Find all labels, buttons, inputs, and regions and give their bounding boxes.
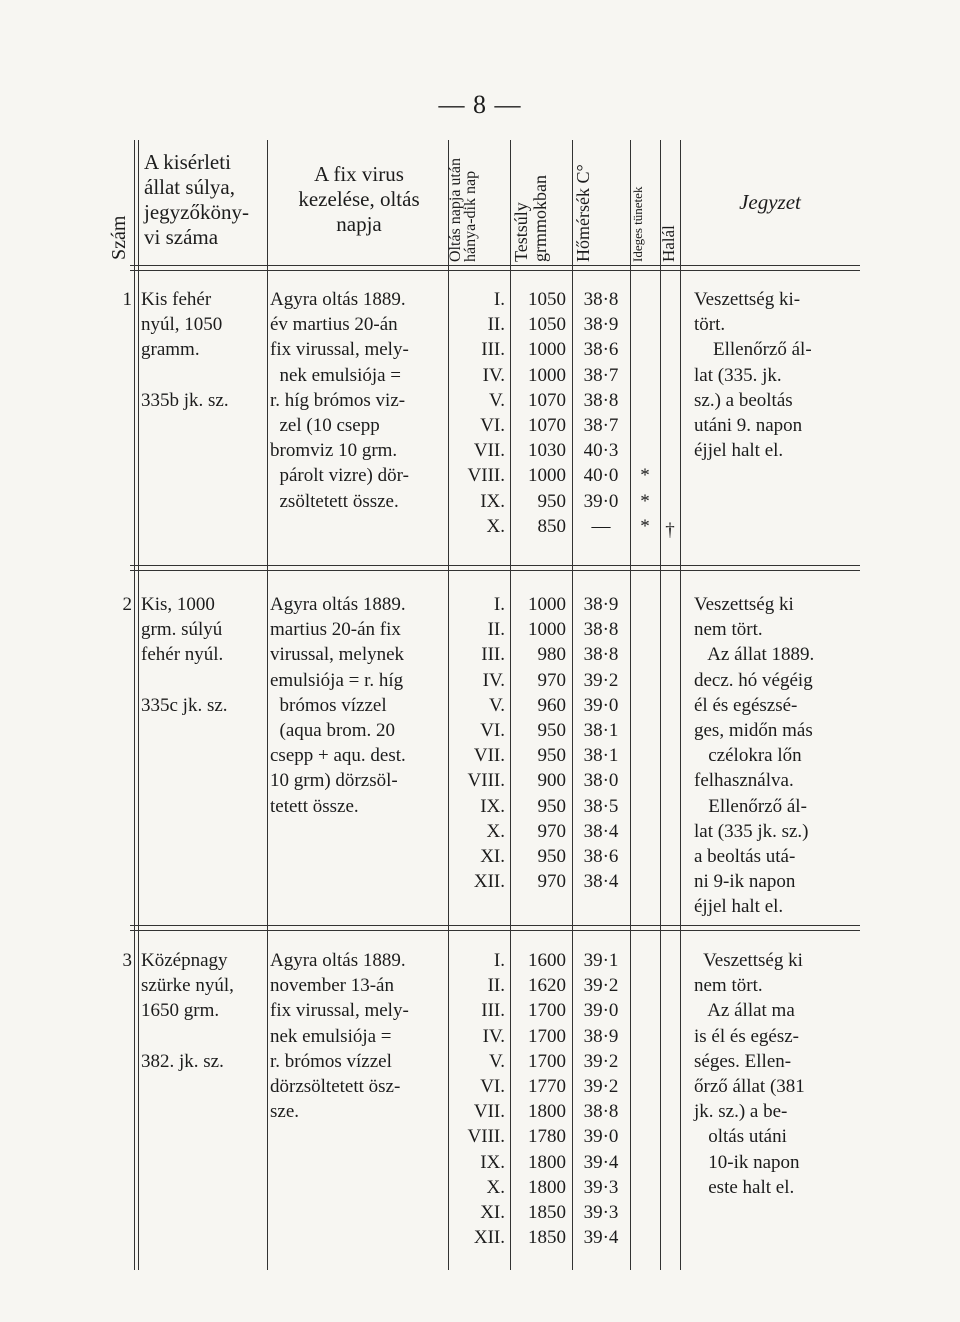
header-allat: A kisérleti állat súlya, jegyzőköny- vi száma — [144, 150, 249, 249]
header-szam: Szám — [108, 215, 130, 260]
temperature-cell: 38·9 38·8 38·8 39·2 39·0 38·1 38·1 38·0 38·5 38·4 38·6 38·4 — [583, 594, 619, 893]
row-number: 2 — [122, 594, 132, 615]
header-testsuly: Testsúly grmmokban — [511, 175, 550, 262]
note-cell: Veszettség ki- tört. Ellenőrző ál- lat (335. jk. sz.) a beoltás utáni 9. napon éjjel halt el. — [694, 289, 812, 462]
nervous-symptoms-cell: * * * — [640, 465, 650, 537]
column-rule — [680, 140, 681, 1270]
treatment-cell: Agyra oltás 1889. martius 20-án fix virussal, melynek emulsiója = r. híg brómos vízzel (aqua brom. 20 csepp + aqu. dest. 10 grm) dörzsöl- tetett össze. — [270, 594, 406, 817]
note-cell: Veszettség ki nem tört. Az állat 1889. decz. hó végéig él és egészsé- ges, midőn más czélokra lőn felhasználva. Ellenőrző ál- lat (335 jk. sz.) a beoltás utá- ni 9-ik napon éjjel halt el. — [694, 594, 815, 918]
experiment-table — [110, 140, 850, 1270]
header-halal: Halál — [659, 225, 678, 262]
day-cell: I. II. III. IV. V. VI. VII. VIII. IX. X. XI. XII. — [467, 594, 505, 893]
day-cell: I. II. III. IV. V. VI. VII. VIII. IX. X. XI. XII. — [467, 950, 505, 1249]
weight-cell: 1000 1000 980 970 960 950 950 900 950 970 950 970 — [528, 594, 566, 893]
weight-cell: 1600 1620 1700 1700 1700 1770 1800 1780 1800 1800 1850 1850 — [528, 950, 566, 1249]
column-rule — [510, 140, 511, 1270]
column-rule — [448, 140, 449, 1270]
temperature-cell: 39·1 39·2 39·0 38·9 39·2 39·2 38·8 39·0 39·4 39·3 39·3 39·4 — [583, 950, 619, 1249]
animal-cell: Kis, 1000 grm. súlyú fehér nyúl. 335c jk. sz. — [141, 594, 228, 716]
header-oltas-napja: Oltás napja után hánya-dik nap — [447, 158, 479, 262]
day-cell: I. II. III. IV. V. VI. VII. VIII. IX. X. — [467, 289, 505, 537]
row-number: 3 — [122, 950, 132, 971]
temperature-cell: 38·8 38·9 38·6 38·7 38·8 38·7 40·3 40·0 39·0 — — [583, 289, 619, 537]
header-kezeles: A fix virus kezelése, oltás napja — [298, 162, 420, 236]
weight-cell: 1050 1050 1000 1000 1070 1070 1030 1000 950 850 — [528, 289, 566, 537]
note-cell: Veszettség ki nem tört. Az állat ma is él és egész- séges. Ellen- őrző állat (381 jk. sz.) a be- oltás utáni 10-ik napon este halt el. — [694, 950, 805, 1198]
header-homerseklet: Hőmérsék C° — [573, 164, 593, 262]
animal-cell: Kis fehér nyúl, 1050 gramm. 335b jk. sz. — [141, 289, 229, 411]
column-rule — [134, 140, 135, 1270]
row-number: 1 — [122, 289, 132, 310]
column-rule — [138, 140, 139, 1270]
death-cell: † — [665, 519, 675, 541]
animal-cell: Középnagy szürke nyúl, 1650 grm. 382. jk. sz. — [141, 950, 234, 1072]
header-ideges: Ideges tünetek — [630, 186, 645, 262]
row-divider — [130, 565, 860, 571]
column-rule — [267, 140, 268, 1270]
row-divider — [130, 925, 860, 931]
treatment-cell: Agyra oltás 1889. november 13-án fix virussal, mely- nek emulsiója = r. brómos vízzel dörzsöltetett ösz- sze. — [270, 950, 409, 1123]
treatment-cell: Agyra oltás 1889. év martius 20-án fix virussal, mely- nek emulsiója = r. híg brómos viz- zel (10 csepp bromviz 10 grm. párolt vizre) dör- zsöltetett össze. — [270, 289, 409, 512]
page-number: — 8 — — [438, 90, 522, 119]
header-divider — [130, 265, 860, 271]
column-rule — [572, 140, 573, 1270]
header-jegyzet: Jegyzet — [739, 190, 801, 214]
